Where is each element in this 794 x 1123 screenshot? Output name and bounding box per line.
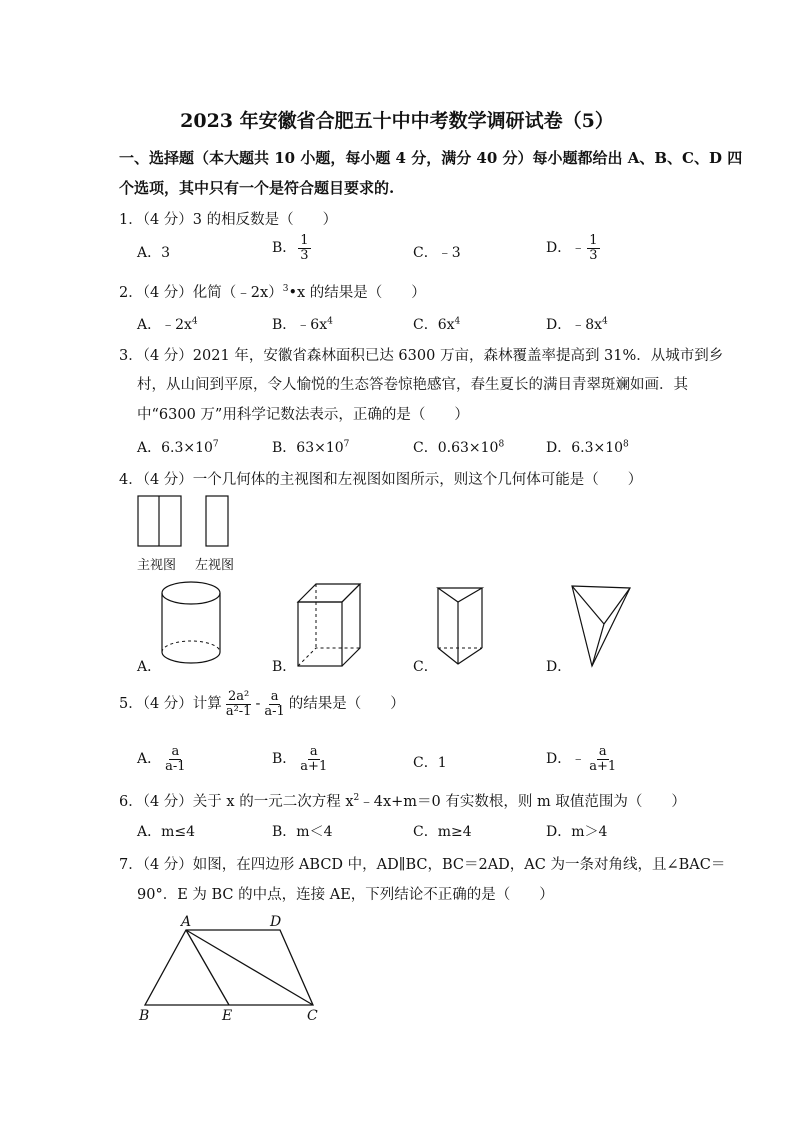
point-c-label: C: [307, 1008, 318, 1024]
q6-option-c: C．m≥4: [413, 824, 472, 840]
left-view-outline: [206, 496, 228, 546]
question-3-line3: 中“6300 万”用科学记数法表示，正确的是（ ）: [137, 407, 469, 423]
q5-option-d: D．﹣ $\frac{a}{a+1}$: [546, 744, 617, 774]
q5-option-c: C．1: [413, 755, 447, 771]
triangular-prism-figure: [436, 586, 486, 670]
point-b-label: B: [139, 1008, 150, 1024]
section-header-line2: 个选项，其中只有一个是符合题目要求的.: [119, 179, 395, 197]
q1-option-c: C．﹣3: [413, 245, 461, 261]
point-d-label: D: [270, 914, 282, 930]
q3-option-a: A．$6.3\times 10^7$: [137, 439, 219, 456]
q3-option-c: C．$0.63\times 10^8$: [413, 439, 505, 456]
question-3-line1: 3．（4 分）2021 年，安徽省森林面积已达 6300 万亩，森林覆盖率提高到 31%．从城市到乡: [119, 348, 724, 364]
q4-option-b: B．: [272, 659, 297, 675]
q4-option-c: C．: [413, 659, 438, 675]
q1-option-b: B． $\frac{1}{3}$: [272, 233, 309, 263]
question-7-line1: 7．（4 分）如图，在四边形 ABCD 中，AD∥BC，BC＝2AD，AC 为一条对角线，且∠BAC＝: [119, 857, 726, 873]
q2-option-b: B．$﹣6x^4$: [272, 316, 333, 333]
q2-option-d: D．$﹣8x^4$: [546, 316, 608, 333]
question-3-line2: 村，从山间到平原，令人愉悦的生态答卷惊艳感官，春生夏长的满目青翠斑斓如画．其: [137, 377, 688, 393]
q6-option-d: D．m＞4: [546, 824, 608, 840]
q5-option-b: B． $\frac{a}{a+1}$: [272, 744, 328, 774]
q4-option-a: A．: [137, 659, 162, 675]
page-title: 2023 年安徽省合肥五十中中考数学调研试卷（5）: [180, 110, 614, 132]
cuboid-figure: [296, 582, 366, 670]
q2-option-c: C．$6x^4$: [413, 316, 461, 333]
q3-option-d: D．$6.3\times 10^8$: [546, 439, 629, 456]
q3-option-b: B．$63\times 10^7$: [272, 439, 350, 456]
question-7-line2: 90°．E 为 BC 的中点，连接 AE，下列结论不正确的是（ ）: [137, 887, 554, 903]
q1-option-a: A．3: [137, 245, 171, 261]
question-1-stem: 1．（4 分）3 的相反数是（ ）: [119, 212, 338, 228]
q6-option-a: A．m≤4: [137, 824, 196, 840]
point-e-label: E: [222, 1008, 233, 1024]
left-view-label: 左视图: [195, 558, 235, 573]
question-6-stem: 6．（4 分）关于 x 的一元二次方程 $x^2﹣4x+m=0$ 有实数根，则 m 取值范围为（ ）: [119, 793, 686, 810]
q6-option-b: B．m＜4: [272, 824, 333, 840]
q5-option-a: A． $\frac{a}{a-1}$: [137, 744, 186, 774]
q1-option-d: D．﹣ $\frac{1}{3}$: [546, 233, 598, 263]
question-5-stem: 5．（4 分）计算 $\frac{\text{2a²}}{\text{a²-1}}$ - $\frac{a}{a-1}$ 的结果是（ ）: [119, 689, 405, 719]
triangular-pyramid-figure: [570, 584, 635, 672]
question-4-stem: 4．（4 分）一个几何体的主视图和左视图如图所示，则这个几何体可能是（ ）: [119, 472, 643, 488]
q4-option-d: D．: [546, 659, 572, 675]
q2-option-a: A．$﹣2x^4$: [137, 316, 198, 333]
section-header-line1: 一、选择题（本大题共 10 小题，每小题 4 分，满分 40 分）每小题都给出 A、B、C、D 四: [119, 149, 743, 167]
point-a-label: A: [181, 914, 192, 930]
front-view-label: 主视图: [137, 558, 177, 573]
front-left-views-figure: [137, 495, 237, 550]
cylinder-figure: [160, 580, 225, 670]
question-2-stem: 2．（4 分）化简（﹣2x）$^3$•x 的结果是（ ）: [119, 284, 426, 301]
